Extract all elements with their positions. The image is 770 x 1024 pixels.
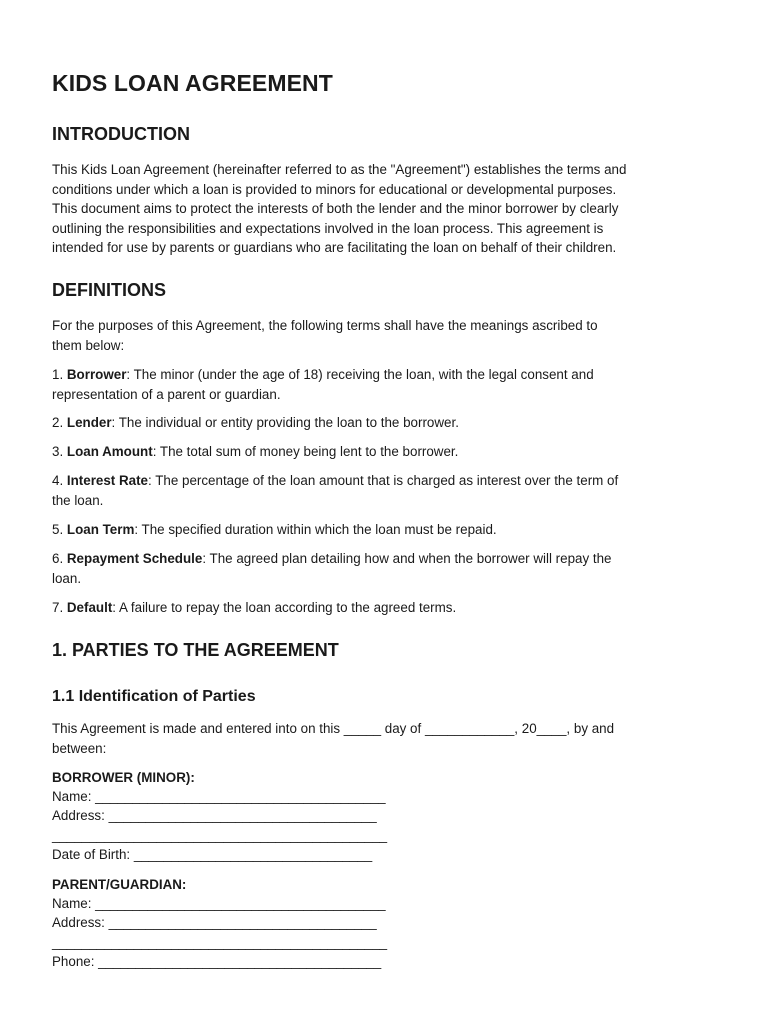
- definitions-heading: DEFINITIONS: [52, 280, 167, 300]
- borrower-label: BORROWER (MINOR):: [52, 770, 195, 785]
- definition-term: Loan Amount: [66, 444, 153, 459]
- intro-line: This document aims to protect the interests of both the lender and the minor borrower by clearly: [52, 201, 619, 216]
- item-number: 2.: [52, 415, 67, 430]
- definition-term: Borrower: [66, 367, 127, 382]
- definition-text-cont: loan.: [52, 570, 82, 586]
- intro-line: This Kids Loan Agreement (hereinafter referred to as the "Agreement") establishes the terms and: [52, 162, 627, 177]
- definition-term: Lender: [66, 415, 112, 430]
- item-number: 6.: [52, 551, 67, 566]
- definition-text: : The total sum of money being lent to the borrower.: [152, 444, 459, 459]
- section-1-1-heading: 1.1 Identification of Parties: [52, 688, 256, 705]
- guardian-address-field[interactable]: Address: ____________________________________: [52, 915, 377, 930]
- borrower-name-field[interactable]: Name: _______________________________________: [52, 789, 386, 804]
- intro-line: outlining the responsibilities and expectations involved in the loan process. This agreement is: [52, 220, 604, 236]
- document-title: KIDS LOAN AGREEMENT: [52, 70, 333, 96]
- definition-term: Loan Term: [66, 522, 135, 537]
- definition-term: Repayment Schedule: [66, 551, 203, 566]
- item-number: 4.: [52, 473, 67, 488]
- guardian-label: PARENT/GUARDIAN:: [52, 877, 187, 892]
- introduction-heading: INTRODUCTION: [52, 124, 190, 144]
- definition-text-cont: the loan.: [52, 492, 104, 508]
- intro-line: intended for use by parents or guardians who are facilitating the loan on behalf of their children.: [52, 240, 617, 255]
- definitions-intro-line: them below:: [52, 337, 125, 353]
- definition-text: : The percentage of the loan amount that is charged as interest over the term of: [148, 473, 619, 488]
- item-number: 1.: [52, 367, 67, 382]
- item-number: 3.: [52, 444, 67, 459]
- definition-term: Default: [66, 600, 113, 615]
- intro-line: conditions under which a loan is provided to minors for educational or developmental purposes.: [52, 181, 617, 197]
- definition-text: : The minor (under the age of 18) receiving the loan, with the legal consent and: [126, 367, 594, 382]
- definition-item-loan-term: [52, 520, 724, 540]
- section-1-heading: 1. PARTIES TO THE AGREEMENT: [52, 640, 339, 660]
- definition-item-loan-amount: [52, 442, 724, 462]
- definition-item-default: [52, 598, 724, 618]
- item-number: 5.: [52, 522, 67, 537]
- definition-text: : The specified duration within which the loan must be repaid.: [134, 522, 497, 537]
- definition-text: : The agreed plan detailing how and when the borrower will repay the: [202, 551, 612, 566]
- definitions-intro-line: For the purposes of this Agreement, the following terms shall have the meanings ascribed to: [52, 318, 598, 333]
- introduction-paragraph: [52, 160, 724, 258]
- definition-text: : The individual or entity providing the loan to the borrower.: [111, 415, 459, 430]
- definition-term: Interest Rate: [66, 473, 149, 488]
- definition-item-lender: [52, 413, 724, 433]
- parties-intro-line: between:: [52, 740, 107, 756]
- parties-intro: [52, 719, 724, 758]
- item-number: 7.: [52, 600, 67, 615]
- definitions-intro: [52, 316, 724, 355]
- definition-item-interest-rate: [52, 471, 724, 510]
- borrower-address-line2-field[interactable]: _____________________________________________: [52, 828, 388, 843]
- borrower-dob-field[interactable]: Date of Birth: ________________________________: [52, 847, 373, 862]
- definition-item-repayment-schedule: [52, 549, 724, 588]
- parties-intro-line: This Agreement is made and entered into on this _____ day of ____________, 20____, by and: [52, 721, 615, 736]
- guardian-address-line2-field[interactable]: _____________________________________________: [52, 935, 388, 950]
- definition-text-cont: representation of a parent or guardian.: [52, 386, 281, 402]
- borrower-address-field[interactable]: Address: ____________________________________: [52, 808, 377, 823]
- guardian-phone-field[interactable]: Phone: ______________________________________: [52, 954, 382, 969]
- definition-item-borrower: [52, 365, 724, 404]
- guardian-name-field[interactable]: Name: _______________________________________: [52, 896, 386, 911]
- definition-text: : A failure to repay the loan according to the agreed terms.: [112, 600, 457, 615]
